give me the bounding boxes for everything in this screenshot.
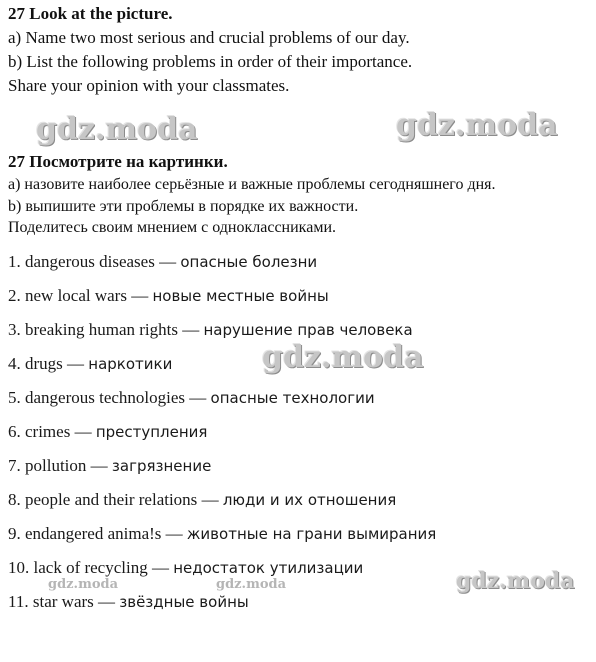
watermark-logo: gdz.moda [262, 340, 424, 375]
list-item [8, 252, 317, 273]
watermark-logo: gdz.moda [396, 108, 558, 143]
list-item [8, 524, 436, 545]
task-line-a-english: a) Name two most serious and crucial problems of our day. [8, 28, 410, 47]
list-item-russian: опасные болезни [180, 253, 318, 271]
list-item [8, 592, 249, 613]
list-item-separator: — [147, 558, 174, 577]
watermark-logo: gdz.moda [36, 112, 198, 147]
task-line-a-russian: а) назовите наиболее серьёзные и важные проблемы сегодняшнего дня. [8, 176, 496, 193]
list-item-separator: — [185, 388, 211, 407]
list-item-separator: — [177, 320, 204, 339]
task-title-russian: 27 Посмотрите на картинки. [8, 152, 228, 171]
task-line-b-russian: b) выпишите эти проблемы в порядке их важности. [8, 198, 359, 215]
list-item-english: 11. star wars [8, 592, 94, 611]
list-item-russian: новые местные войны [152, 287, 329, 305]
watermark-logo: gdz.moda [456, 568, 575, 594]
list-item [8, 388, 375, 409]
list-item [8, 490, 396, 511]
list-item [8, 558, 363, 579]
task-share-russian: Поделитесь своим мнением с одноклассниками. [8, 219, 336, 236]
task-title-english: 27 Look at the picture. [8, 4, 173, 23]
list-item [8, 286, 329, 307]
list-item-english: 5. dangerous technologies [8, 388, 186, 407]
list-item-english: 4. drugs [8, 354, 63, 373]
list-item-english: 8. people and their relations [8, 490, 198, 509]
list-item [8, 456, 211, 477]
list-item-russian: опасные технологии [210, 389, 375, 407]
list-item-english: 6. crimes [8, 422, 71, 441]
watermark-logo-small: gdz.moda [216, 577, 287, 592]
list-item [8, 422, 207, 443]
list-item-russian: загрязнение [111, 457, 212, 475]
list-item [8, 320, 413, 341]
list-item-english: 1. dangerous diseases [8, 252, 155, 271]
list-item-english: 3. breaking human rights [8, 320, 178, 339]
list-item-russian: звёздные войны [119, 593, 249, 611]
list-item-russian: недостаток утилизации [173, 559, 364, 577]
list-item-russian: нарушение прав человека [203, 321, 413, 339]
list-item-separator: — [126, 286, 153, 305]
list-item-english: 7. pollution [8, 456, 87, 475]
list-item-separator: — [161, 524, 187, 543]
list-item-russian: преступления [95, 423, 208, 441]
list-item-russian: наркотики [88, 355, 173, 373]
list-item [8, 354, 172, 375]
list-item-separator: — [70, 422, 96, 441]
list-item-separator: — [86, 456, 112, 475]
task-share-english: Share your opinion with your classmates. [8, 76, 290, 95]
list-item-separator: — [62, 354, 89, 373]
list-item-english: 2. new local wars [8, 286, 127, 305]
list-item-english: 9. endangered anima!s [8, 524, 162, 543]
list-item-russian: животные на грани вымирания [186, 525, 437, 543]
list-item-english: 10. lack of recycling [8, 558, 148, 577]
list-item-russian: люди и их отношения [222, 491, 397, 509]
list-item-separator: — [154, 252, 181, 271]
task-line-b-english: b) List the following problems in order of their importance. [8, 52, 413, 71]
watermark-logo-small: gdz.moda [48, 577, 119, 592]
list-item-separator: — [197, 490, 223, 509]
list-item-separator: — [93, 592, 120, 611]
